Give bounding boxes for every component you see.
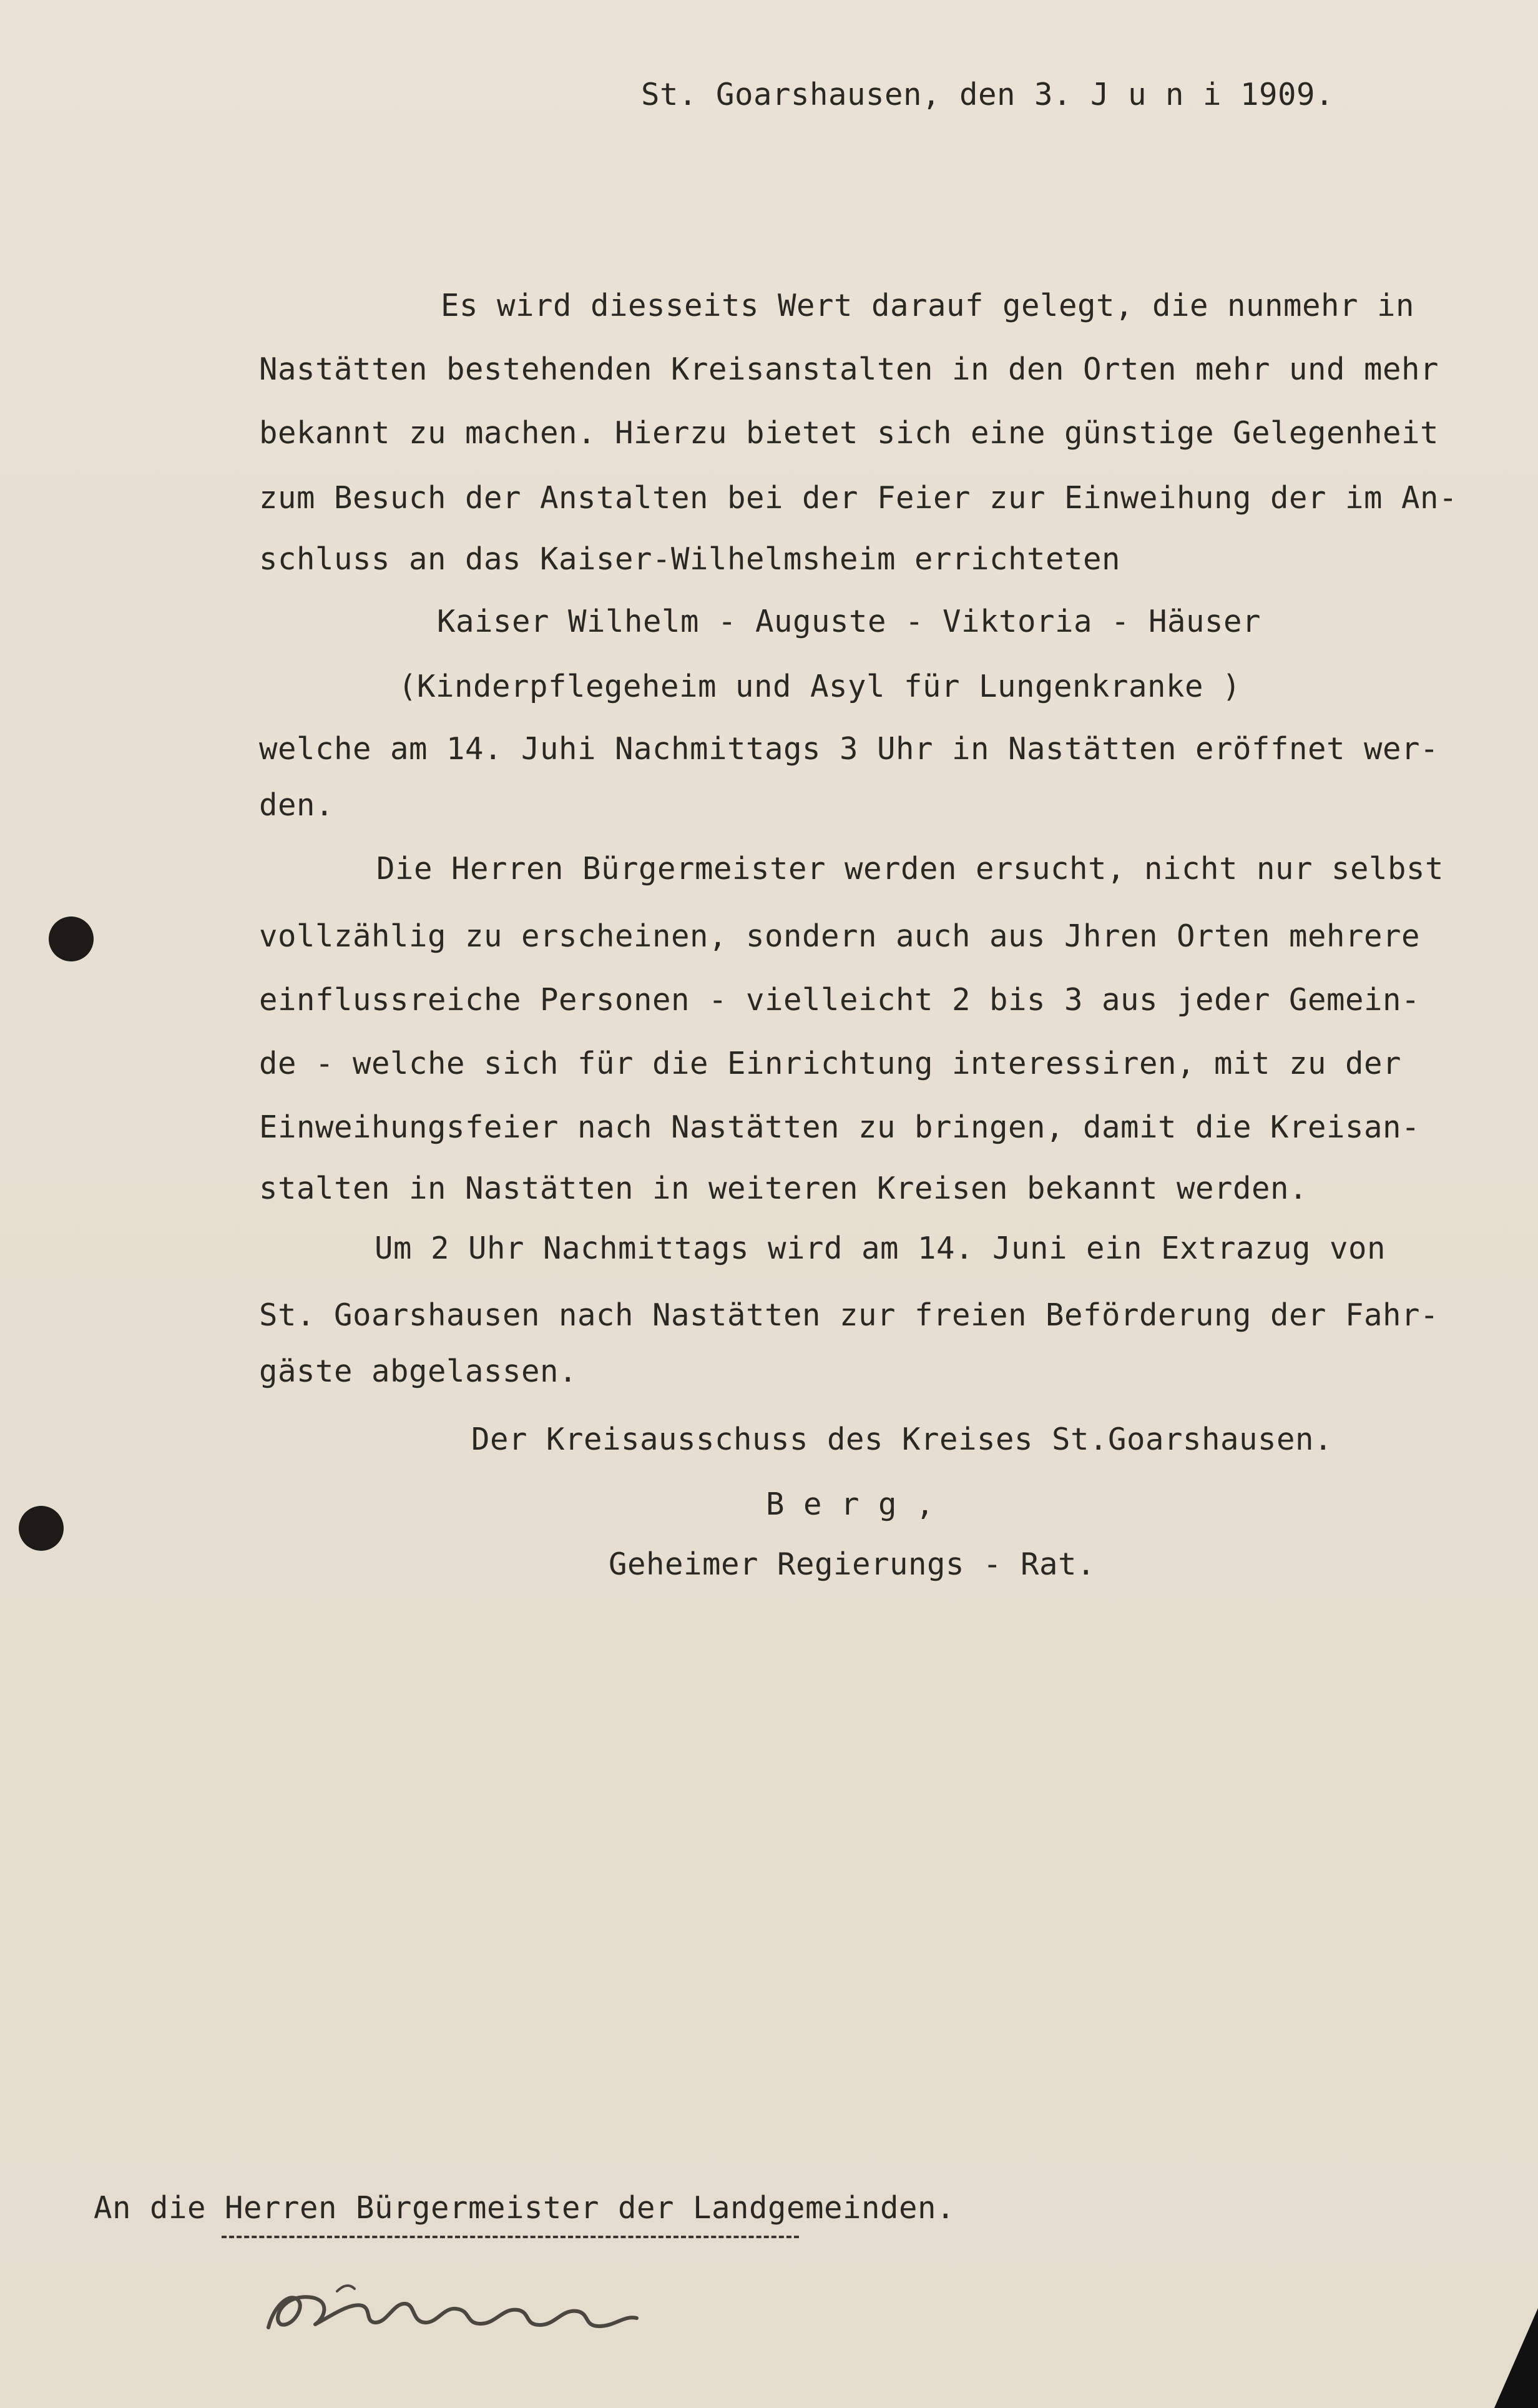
punch-hole bbox=[49, 917, 94, 961]
body-line: Es wird diesseits Wert darauf gelegt, die nunmehr in bbox=[441, 288, 1415, 323]
body-line: vollzählig zu erscheinen, sondern auch aus Jhren Orten mehrere bbox=[259, 918, 1421, 954]
institution-name: Kaiser Wilhelm - Auguste - Viktoria - Häuser bbox=[437, 604, 1261, 639]
body-line: schluss an das Kaiser-Wilhelmsheim errichteten bbox=[259, 541, 1121, 577]
body-line: St. Goarshausen nach Nastätten zur freien Beförderung der Fahr- bbox=[259, 1297, 1439, 1333]
place-date: St. Goarshausen, den 3. J u n i 1909. bbox=[641, 77, 1335, 112]
body-line: Einweihungsfeier nach Nastätten zu bringen, damit die Kreisan- bbox=[259, 1109, 1421, 1145]
body-line: gäste abgelassen. bbox=[259, 1354, 578, 1389]
body-line: den. bbox=[259, 787, 335, 823]
signatory-title: Geheimer Regierungs - Rat. bbox=[609, 1546, 1096, 1582]
issuer-line: Der Kreisausschuss des Kreises St.Goarshausen. bbox=[471, 1422, 1333, 1457]
body-line: Um 2 Uhr Nachmittags wird am 14. Juni ein Extrazug von bbox=[375, 1231, 1386, 1266]
body-line: bekannt zu machen. Hierzu bietet sich eine günstige Gelegenheit bbox=[259, 415, 1439, 451]
body-line: welche am 14. Juhi Nachmittags 3 Uhr in Nastätten eröffnet wer- bbox=[259, 731, 1439, 767]
addressee-underline bbox=[222, 2236, 799, 2238]
body-line: stalten in Nastätten in weiteren Kreisen bekannt werden. bbox=[259, 1171, 1308, 1206]
addressee-line: An die Herren Bürgermeister der Landgemeinden. bbox=[94, 2190, 956, 2226]
punch-hole bbox=[19, 1506, 64, 1551]
body-line: de - welche sich für die Einrichtung interessiren, mit zu der bbox=[259, 1046, 1402, 1081]
body-line: einflussreiche Personen - vielleicht 2 bis 3 aus jeder Gemein- bbox=[259, 982, 1421, 1018]
body-line: Die Herren Bürgermeister werden ersucht, nicht nur selbst bbox=[376, 851, 1444, 887]
handwritten-note bbox=[256, 2259, 662, 2346]
signatory-name: B e r g , bbox=[766, 1487, 935, 1522]
page-corner-shadow bbox=[1494, 2308, 1538, 2408]
body-line: zum Besuch der Anstalten bei der Feier zur Einweihung der im An- bbox=[259, 480, 1458, 516]
institution-subtitle: (Kinderpflegeheim und Asyl für Lungenkranke ) bbox=[398, 669, 1242, 704]
body-line: Nastätten bestehenden Kreisanstalten in den Orten mehr und mehr bbox=[259, 351, 1439, 387]
